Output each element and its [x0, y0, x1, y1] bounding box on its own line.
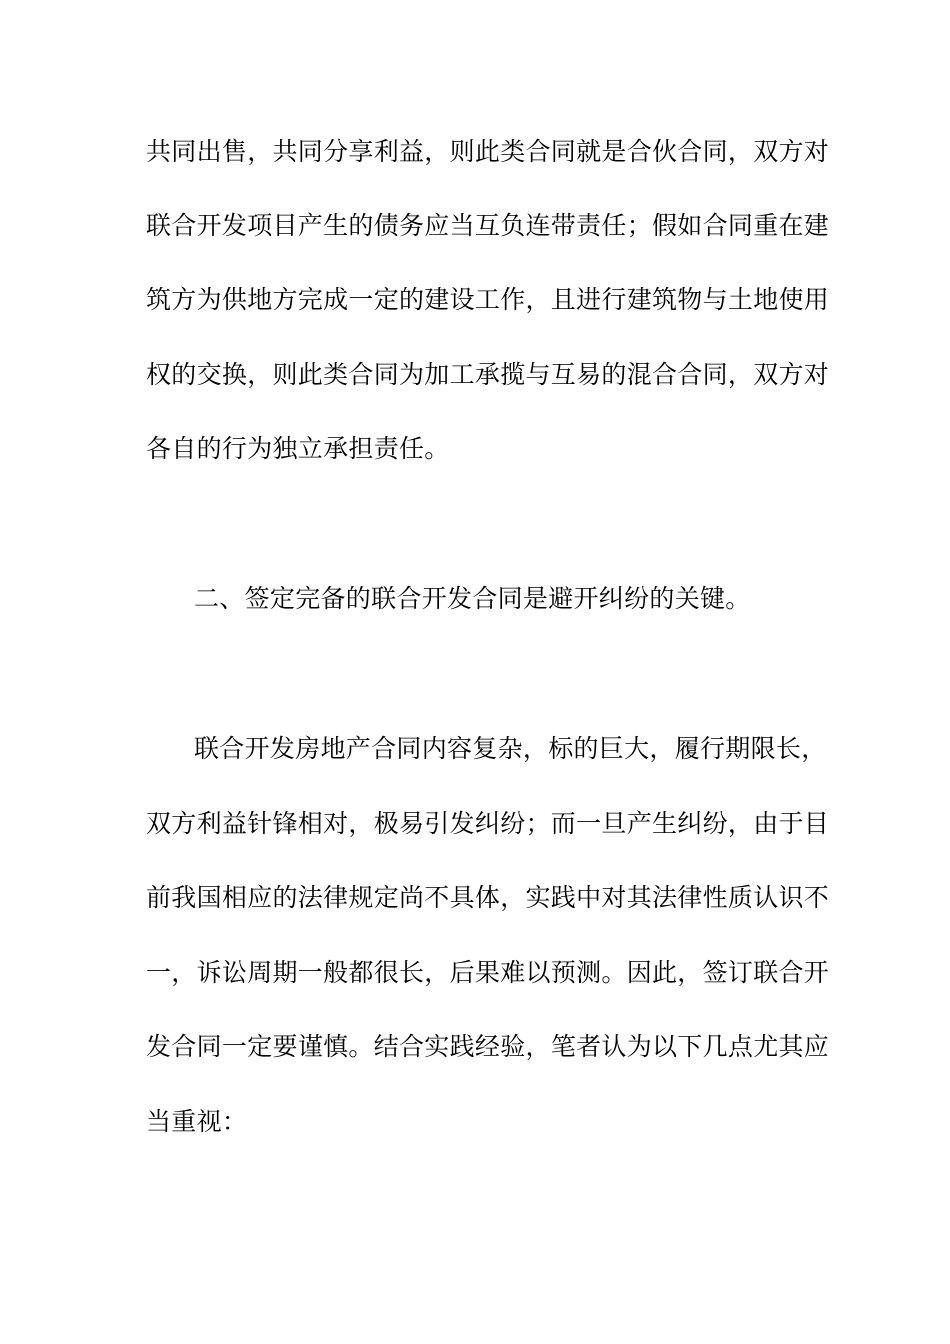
- paragraph-2-line-4: 一，诉讼周期一般都很长，后果难以预测。因此，签订联合开: [146, 958, 830, 987]
- section-heading: 二、签定完备的联合开发合同是避开纠纷的关键。: [194, 584, 751, 613]
- paragraph-1-line-2: 联合开发项目产生的债务应当互负连带责任；假如合同重在建: [146, 211, 830, 240]
- paragraph-2-line-5: 发合同一定要谨慎。结合实践经验，笔者认为以下几点尤其应: [146, 1032, 830, 1061]
- paragraph-1-line-4: 权的交换，则此类合同为加工承揽与互易的混合合同，双方对: [146, 360, 830, 389]
- paragraph-1-line-1: 共同出售，共同分享利益，则此类合同就是合伙合同，双方对: [146, 137, 830, 166]
- paragraph-2-line-3: 前我国相应的法律规定尚不具体，实践中对其法律性质认识不: [146, 883, 830, 912]
- paragraph-1-line-3: 筑方为供地方完成一定的建设工作，且进行建筑物与土地使用: [146, 285, 830, 314]
- paragraph-2-line-6: 当重视：: [146, 1107, 248, 1136]
- paragraph-1-line-5: 各自的行为独立承担责任。: [146, 434, 450, 463]
- paragraph-2-line-2: 双方利益针锋相对，极易引发纠纷；而一旦产生纠纷，由于目: [146, 809, 830, 838]
- paragraph-2-line-1: 联合开发房地产合同内容复杂，标的巨大，履行期限长，: [194, 734, 827, 763]
